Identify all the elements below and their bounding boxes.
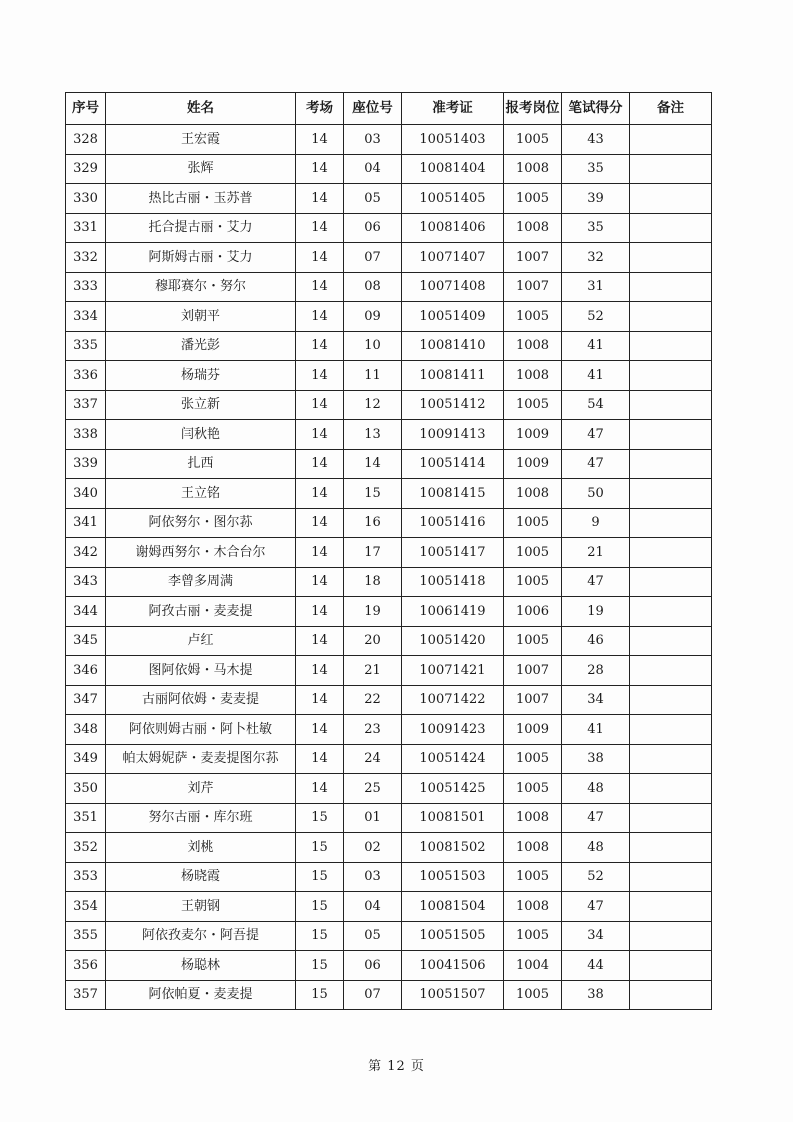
cell-admission-ticket: 10071407 — [402, 243, 504, 273]
cell-exam-room: 14 — [296, 479, 344, 509]
table-row — [66, 272, 712, 302]
header-admission-ticket: 准考证 — [402, 93, 504, 125]
cell-index: 332 — [66, 243, 106, 273]
score-table — [65, 92, 712, 1010]
cell-name: 图阿依姆・马木提 — [106, 656, 296, 686]
cell-index: 339 — [66, 449, 106, 479]
cell-remarks — [630, 302, 712, 332]
page-number: 第 12 页 — [368, 1059, 425, 1074]
cell-seat: 03 — [344, 125, 402, 155]
cell-seat: 16 — [344, 508, 402, 538]
cell-remarks — [630, 479, 712, 509]
table-row — [66, 479, 712, 509]
cell-exam-room: 14 — [296, 243, 344, 273]
cell-position: 1009 — [504, 715, 562, 745]
cell-name: 扎西 — [106, 449, 296, 479]
cell-score: 28 — [562, 656, 630, 686]
table-row — [66, 567, 712, 597]
cell-exam-room: 15 — [296, 951, 344, 981]
cell-seat: 21 — [344, 656, 402, 686]
cell-exam-room: 14 — [296, 508, 344, 538]
cell-name: 穆耶赛尔・努尔 — [106, 272, 296, 302]
cell-admission-ticket: 10071408 — [402, 272, 504, 302]
cell-index: 329 — [66, 154, 106, 184]
cell-seat: 05 — [344, 184, 402, 214]
cell-score: 32 — [562, 243, 630, 273]
cell-score: 9 — [562, 508, 630, 538]
cell-position: 1005 — [504, 390, 562, 420]
cell-score: 50 — [562, 479, 630, 509]
cell-remarks — [630, 715, 712, 745]
cell-position: 1007 — [504, 685, 562, 715]
cell-remarks — [630, 862, 712, 892]
cell-seat: 19 — [344, 597, 402, 627]
table-row — [66, 597, 712, 627]
cell-position: 1005 — [504, 508, 562, 538]
cell-index: 338 — [66, 420, 106, 450]
cell-remarks — [630, 685, 712, 715]
table-row — [66, 862, 712, 892]
cell-remarks — [630, 538, 712, 568]
cell-name: 卢红 — [106, 626, 296, 656]
cell-position: 1007 — [504, 272, 562, 302]
cell-name: 阿依孜麦尔・阿吾提 — [106, 921, 296, 951]
cell-index: 342 — [66, 538, 106, 568]
cell-exam-room: 14 — [296, 272, 344, 302]
cell-admission-ticket: 10051409 — [402, 302, 504, 332]
cell-seat: 07 — [344, 243, 402, 273]
cell-score: 48 — [562, 833, 630, 863]
cell-index: 353 — [66, 862, 106, 892]
cell-seat: 09 — [344, 302, 402, 332]
table-row — [66, 508, 712, 538]
cell-admission-ticket: 10041506 — [402, 951, 504, 981]
cell-index: 345 — [66, 626, 106, 656]
cell-name: 刘朝平 — [106, 302, 296, 332]
cell-position: 1005 — [504, 921, 562, 951]
cell-position: 1008 — [504, 331, 562, 361]
cell-admission-ticket: 10081415 — [402, 479, 504, 509]
cell-remarks — [630, 125, 712, 155]
cell-name: 阿依则姆古丽・阿卜杜敏 — [106, 715, 296, 745]
cell-admission-ticket: 10051503 — [402, 862, 504, 892]
cell-position: 1005 — [504, 538, 562, 568]
cell-score: 47 — [562, 892, 630, 922]
cell-remarks — [630, 272, 712, 302]
cell-remarks — [630, 567, 712, 597]
cell-remarks — [630, 803, 712, 833]
cell-remarks — [630, 390, 712, 420]
table-row — [66, 921, 712, 951]
cell-score: 39 — [562, 184, 630, 214]
cell-seat: 08 — [344, 272, 402, 302]
cell-exam-room: 15 — [296, 980, 344, 1010]
cell-index: 355 — [66, 921, 106, 951]
cell-admission-ticket: 10051425 — [402, 774, 504, 804]
cell-score: 47 — [562, 803, 630, 833]
cell-remarks — [630, 626, 712, 656]
cell-name: 杨瑞芬 — [106, 361, 296, 391]
cell-score: 47 — [562, 449, 630, 479]
cell-remarks — [630, 892, 712, 922]
cell-score: 46 — [562, 626, 630, 656]
cell-exam-room: 14 — [296, 213, 344, 243]
cell-index: 351 — [66, 803, 106, 833]
cell-score: 41 — [562, 331, 630, 361]
table-row — [66, 685, 712, 715]
cell-position: 1008 — [504, 479, 562, 509]
cell-position: 1008 — [504, 833, 562, 863]
header-remarks: 备注 — [630, 93, 712, 125]
cell-score: 19 — [562, 597, 630, 627]
cell-remarks — [630, 213, 712, 243]
cell-name: 闫秋艳 — [106, 420, 296, 450]
cell-score: 21 — [562, 538, 630, 568]
cell-remarks — [630, 508, 712, 538]
cell-exam-room: 15 — [296, 803, 344, 833]
table-row — [66, 125, 712, 155]
cell-admission-ticket: 10081411 — [402, 361, 504, 391]
cell-name: 阿斯姆古丽・艾力 — [106, 243, 296, 273]
cell-index: 340 — [66, 479, 106, 509]
cell-name: 阿依帕夏・麦麦提 — [106, 980, 296, 1010]
cell-name: 刘桃 — [106, 833, 296, 863]
table-row — [66, 538, 712, 568]
cell-admission-ticket: 10051416 — [402, 508, 504, 538]
cell-position: 1005 — [504, 567, 562, 597]
cell-seat: 12 — [344, 390, 402, 420]
cell-position: 1005 — [504, 302, 562, 332]
cell-admission-ticket: 10081504 — [402, 892, 504, 922]
cell-remarks — [630, 154, 712, 184]
cell-admission-ticket: 10091423 — [402, 715, 504, 745]
cell-name: 帕太姆妮萨・麦麦提图尔荪 — [106, 744, 296, 774]
cell-score: 47 — [562, 420, 630, 450]
cell-exam-room: 14 — [296, 125, 344, 155]
cell-exam-room: 14 — [296, 331, 344, 361]
cell-seat: 22 — [344, 685, 402, 715]
cell-position: 1005 — [504, 980, 562, 1010]
cell-exam-room: 15 — [296, 862, 344, 892]
cell-position: 1009 — [504, 420, 562, 450]
cell-remarks — [630, 597, 712, 627]
cell-seat: 04 — [344, 154, 402, 184]
cell-index: 343 — [66, 567, 106, 597]
cell-score: 43 — [562, 125, 630, 155]
table-row — [66, 154, 712, 184]
cell-position: 1005 — [504, 184, 562, 214]
cell-score: 52 — [562, 862, 630, 892]
cell-exam-room: 14 — [296, 774, 344, 804]
cell-position: 1008 — [504, 213, 562, 243]
cell-name: 热比古丽・玉苏普 — [106, 184, 296, 214]
cell-exam-room: 14 — [296, 449, 344, 479]
cell-index: 341 — [66, 508, 106, 538]
cell-position: 1008 — [504, 803, 562, 833]
cell-index: 346 — [66, 656, 106, 686]
cell-seat: 02 — [344, 833, 402, 863]
header-position: 报考岗位 — [504, 93, 562, 125]
cell-index: 334 — [66, 302, 106, 332]
cell-score: 35 — [562, 154, 630, 184]
header-name: 姓名 — [106, 93, 296, 125]
cell-index: 356 — [66, 951, 106, 981]
cell-admission-ticket: 10081404 — [402, 154, 504, 184]
cell-admission-ticket: 10081410 — [402, 331, 504, 361]
cell-seat: 25 — [344, 774, 402, 804]
cell-position: 1005 — [504, 862, 562, 892]
cell-exam-room: 14 — [296, 597, 344, 627]
cell-name: 潘光彭 — [106, 331, 296, 361]
cell-seat: 14 — [344, 449, 402, 479]
cell-position: 1008 — [504, 892, 562, 922]
cell-seat: 05 — [344, 921, 402, 951]
cell-remarks — [630, 656, 712, 686]
table-row — [66, 892, 712, 922]
cell-seat: 06 — [344, 213, 402, 243]
cell-remarks — [630, 331, 712, 361]
cell-remarks — [630, 921, 712, 951]
cell-seat: 10 — [344, 331, 402, 361]
cell-score: 31 — [562, 272, 630, 302]
cell-seat: 01 — [344, 803, 402, 833]
cell-exam-room: 14 — [296, 184, 344, 214]
table-row — [66, 626, 712, 656]
cell-admission-ticket: 10051412 — [402, 390, 504, 420]
cell-score: 38 — [562, 744, 630, 774]
cell-score: 38 — [562, 980, 630, 1010]
cell-exam-room: 14 — [296, 744, 344, 774]
cell-index: 348 — [66, 715, 106, 745]
cell-name: 杨聪林 — [106, 951, 296, 981]
cell-index: 350 — [66, 774, 106, 804]
cell-position: 1008 — [504, 361, 562, 391]
cell-remarks — [630, 449, 712, 479]
cell-seat: 18 — [344, 567, 402, 597]
cell-name: 阿孜古丽・麦麦提 — [106, 597, 296, 627]
cell-exam-room: 15 — [296, 833, 344, 863]
header-index: 序号 — [66, 93, 106, 125]
cell-score: 34 — [562, 921, 630, 951]
cell-position: 1005 — [504, 744, 562, 774]
cell-name: 努尔古丽・库尔班 — [106, 803, 296, 833]
table-row — [66, 803, 712, 833]
cell-remarks — [630, 361, 712, 391]
cell-seat: 07 — [344, 980, 402, 1010]
cell-position: 1004 — [504, 951, 562, 981]
cell-score: 47 — [562, 567, 630, 597]
cell-index: 352 — [66, 833, 106, 863]
cell-position: 1007 — [504, 243, 562, 273]
table-row — [66, 213, 712, 243]
cell-index: 331 — [66, 213, 106, 243]
cell-score: 35 — [562, 213, 630, 243]
table-row — [66, 302, 712, 332]
cell-seat: 03 — [344, 862, 402, 892]
header-exam-room: 考场 — [296, 93, 344, 125]
cell-score: 34 — [562, 685, 630, 715]
cell-admission-ticket: 10091413 — [402, 420, 504, 450]
table-row — [66, 951, 712, 981]
table-row — [66, 390, 712, 420]
cell-admission-ticket: 10051414 — [402, 449, 504, 479]
cell-seat: 06 — [344, 951, 402, 981]
cell-name: 杨晓霞 — [106, 862, 296, 892]
cell-admission-ticket: 10051418 — [402, 567, 504, 597]
cell-name: 刘芹 — [106, 774, 296, 804]
table-row — [66, 184, 712, 214]
cell-exam-room: 14 — [296, 626, 344, 656]
table-row — [66, 420, 712, 450]
cell-exam-room: 14 — [296, 390, 344, 420]
cell-name: 托合提古丽・艾力 — [106, 213, 296, 243]
cell-exam-room: 15 — [296, 892, 344, 922]
table-row — [66, 361, 712, 391]
cell-remarks — [630, 420, 712, 450]
table-row — [66, 656, 712, 686]
cell-index: 328 — [66, 125, 106, 155]
cell-score: 41 — [562, 715, 630, 745]
cell-position: 1005 — [504, 125, 562, 155]
cell-index: 357 — [66, 980, 106, 1010]
cell-index: 333 — [66, 272, 106, 302]
cell-exam-room: 14 — [296, 154, 344, 184]
cell-exam-room: 14 — [296, 656, 344, 686]
cell-admission-ticket: 10051420 — [402, 626, 504, 656]
cell-admission-ticket: 10051505 — [402, 921, 504, 951]
header-seat: 座位号 — [344, 93, 402, 125]
table-header-row — [66, 93, 712, 125]
table-row — [66, 744, 712, 774]
cell-name: 古丽阿依姆・麦麦提 — [106, 685, 296, 715]
cell-name: 张辉 — [106, 154, 296, 184]
cell-name: 阿依努尔・图尔荪 — [106, 508, 296, 538]
cell-seat: 23 — [344, 715, 402, 745]
cell-remarks — [630, 184, 712, 214]
cell-name: 王立铭 — [106, 479, 296, 509]
cell-position: 1005 — [504, 774, 562, 804]
cell-exam-room: 15 — [296, 921, 344, 951]
cell-seat: 24 — [344, 744, 402, 774]
cell-position: 1005 — [504, 626, 562, 656]
cell-remarks — [630, 833, 712, 863]
table-row — [66, 715, 712, 745]
cell-score: 54 — [562, 390, 630, 420]
cell-index: 336 — [66, 361, 106, 391]
cell-name: 王宏霞 — [106, 125, 296, 155]
cell-score: 44 — [562, 951, 630, 981]
cell-index: 344 — [66, 597, 106, 627]
cell-exam-room: 14 — [296, 685, 344, 715]
cell-position: 1008 — [504, 154, 562, 184]
cell-admission-ticket: 10051424 — [402, 744, 504, 774]
cell-exam-room: 14 — [296, 420, 344, 450]
cell-admission-ticket: 10051403 — [402, 125, 504, 155]
cell-admission-ticket: 10071421 — [402, 656, 504, 686]
cell-seat: 13 — [344, 420, 402, 450]
cell-index: 347 — [66, 685, 106, 715]
cell-score: 52 — [562, 302, 630, 332]
cell-index: 335 — [66, 331, 106, 361]
header-score: 笔试得分 — [562, 93, 630, 125]
cell-seat: 15 — [344, 479, 402, 509]
cell-admission-ticket: 10061419 — [402, 597, 504, 627]
cell-score: 48 — [562, 774, 630, 804]
cell-exam-room: 14 — [296, 302, 344, 332]
table-row — [66, 243, 712, 273]
cell-exam-room: 14 — [296, 715, 344, 745]
cell-admission-ticket: 10051507 — [402, 980, 504, 1010]
cell-admission-ticket: 10081406 — [402, 213, 504, 243]
cell-admission-ticket: 10051417 — [402, 538, 504, 568]
cell-position: 1006 — [504, 597, 562, 627]
table-row — [66, 774, 712, 804]
cell-exam-room: 14 — [296, 538, 344, 568]
cell-seat: 11 — [344, 361, 402, 391]
cell-position: 1007 — [504, 656, 562, 686]
cell-seat: 20 — [344, 626, 402, 656]
cell-remarks — [630, 980, 712, 1010]
table-row — [66, 331, 712, 361]
table-row — [66, 449, 712, 479]
cell-remarks — [630, 744, 712, 774]
table-row — [66, 980, 712, 1010]
cell-admission-ticket: 10051405 — [402, 184, 504, 214]
cell-name: 王朝钢 — [106, 892, 296, 922]
cell-admission-ticket: 10081501 — [402, 803, 504, 833]
cell-admission-ticket: 10071422 — [402, 685, 504, 715]
cell-seat: 17 — [344, 538, 402, 568]
cell-remarks — [630, 243, 712, 273]
cell-seat: 04 — [344, 892, 402, 922]
cell-score: 41 — [562, 361, 630, 391]
cell-index: 330 — [66, 184, 106, 214]
cell-name: 张立新 — [106, 390, 296, 420]
table-row — [66, 833, 712, 863]
table-body — [66, 125, 712, 1010]
cell-index: 337 — [66, 390, 106, 420]
cell-admission-ticket: 10081502 — [402, 833, 504, 863]
cell-index: 354 — [66, 892, 106, 922]
cell-remarks — [630, 774, 712, 804]
cell-exam-room: 14 — [296, 361, 344, 391]
cell-position: 1009 — [504, 449, 562, 479]
cell-index: 349 — [66, 744, 106, 774]
cell-name: 谢姆西努尔・木合台尔 — [106, 538, 296, 568]
cell-remarks — [630, 951, 712, 981]
cell-exam-room: 14 — [296, 567, 344, 597]
cell-name: 李曾多周满 — [106, 567, 296, 597]
